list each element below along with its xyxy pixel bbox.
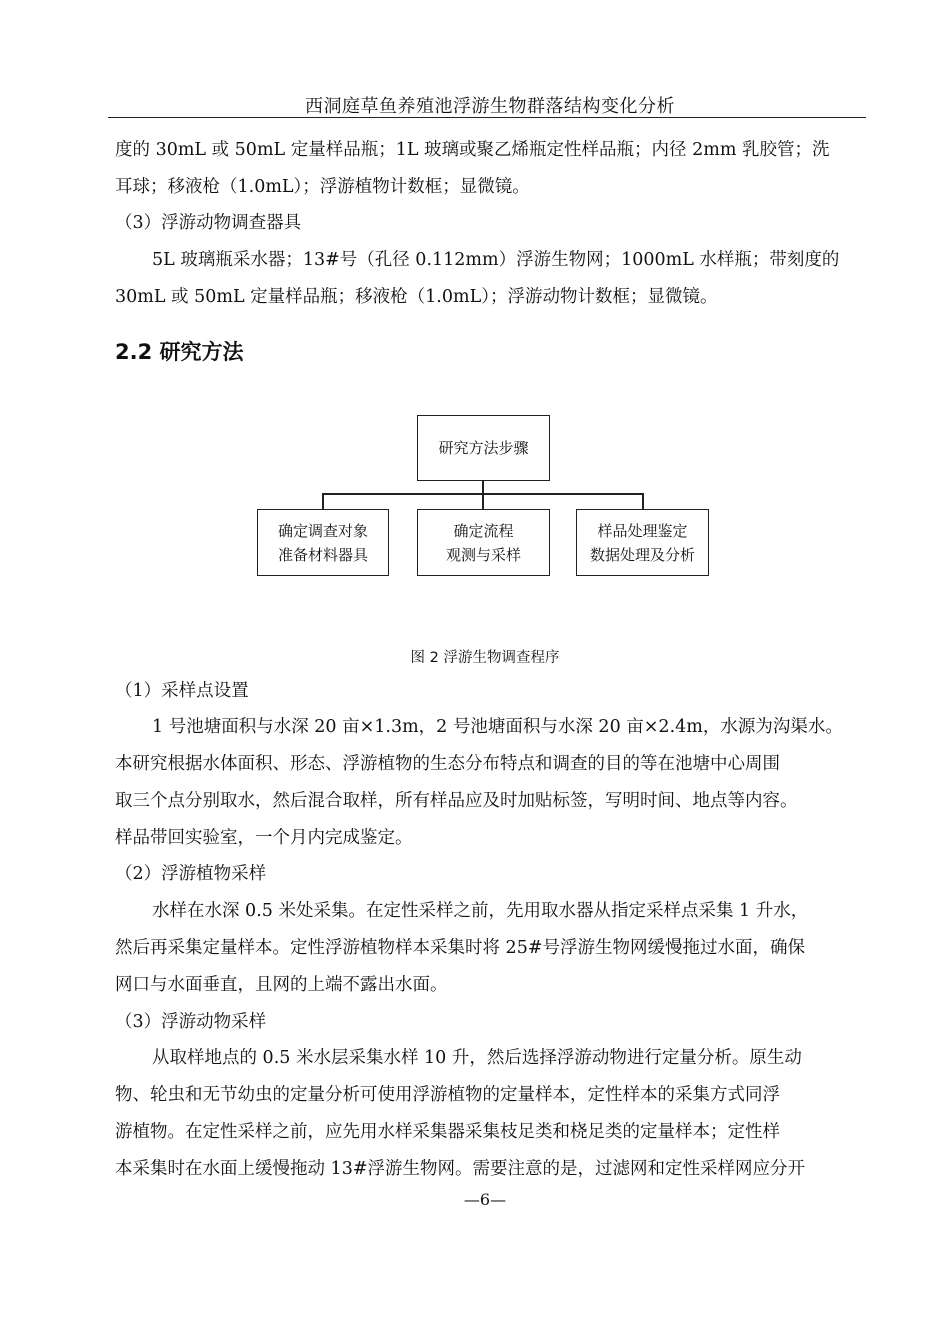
flowchart-root-label: 研究方法步骤 bbox=[438, 439, 529, 457]
zooplankton-sampling-line-4: 本采集时在水面上缓慢拖动 13#浮游生物网。需要注意的是，过滤网和定性采样网应分开 bbox=[115, 1159, 805, 1179]
flowchart-step-1-box bbox=[257, 509, 389, 576]
flowchart-step-1-line-2: 准备材料器具 bbox=[277, 545, 368, 564]
page-number: —6— bbox=[463, 1190, 507, 1209]
zooplankton-sampling-line-1: 从取样地点的 0.5 米水层采集水样 10 升，然后选择浮游动物进行定量分析。原生动 bbox=[152, 1048, 802, 1068]
intro-line-2: 耳球；移液枪（1.0mL）；浮游植物计数框；显微镜。 bbox=[115, 177, 530, 197]
zooplankton-sampling-heading: （3）浮游动物采样 bbox=[115, 1012, 267, 1032]
zooplankton-sampling-line-3: 游植物。在定性采样之前，应先用水样采集器采集枝足类和桡足类的定量样本；定性样 bbox=[115, 1122, 780, 1142]
zooplankton-tools-line-1: 5L 玻璃瓶采水器；13#号（孔径 0.112mm）浮游生物网；1000mL 水样瓶；带刻度的 bbox=[152, 250, 840, 270]
flowchart-step-3-line-1: 样品处理鉴定 bbox=[597, 521, 688, 540]
phytoplankton-sampling-line-1: 水样在水深 0.5 米处采集。在定性采样之前，先用取水器从指定采样点采集 1 升水， bbox=[152, 901, 809, 921]
flowchart-step-3-line-2: 数据处理及分析 bbox=[589, 545, 695, 564]
sampling-points-line-3: 取三个点分别取水，然后混合取样，所有样品应及时加贴标签，写明时间、地点等内容。 bbox=[115, 791, 798, 811]
flowchart-step-2-line-2: 观测与采样 bbox=[445, 545, 521, 564]
phytoplankton-sampling-heading: （2）浮游植物采样 bbox=[115, 864, 267, 884]
phytoplankton-sampling-line-2: 然后再采集定量样本。定性浮游植物样本采集时将 25#号浮游生物网缓慢拖过水面，确保 bbox=[115, 938, 805, 958]
figure-caption: 图 2 浮游生物调查程序 bbox=[410, 650, 560, 666]
header-divider bbox=[108, 117, 866, 118]
sampling-points-line-1: 1 号池塘面积与水深 20 亩×1.3m，2 号池塘面积与水深 20 亩×2.4m，水源为沟渠水。 bbox=[152, 717, 843, 737]
connector-left-drop bbox=[322, 493, 324, 510]
flowchart-step-1-line-1: 确定调查对象 bbox=[277, 521, 368, 540]
section-heading: 2.2 研究方法 bbox=[115, 340, 244, 364]
intro-line-1: 度的 30mL 或 50mL 定量样品瓶；1L 玻璃或聚乙烯瓶定性样品瓶；内径 2mm 乳胶管；洗 bbox=[115, 140, 830, 160]
flowchart-root-box bbox=[417, 415, 550, 481]
running-header-title: 西洞庭草鱼养殖池浮游生物群落结构变化分析 bbox=[305, 96, 675, 117]
phytoplankton-sampling-line-3: 网口与水面垂直，且网的上端不露出水面。 bbox=[115, 975, 448, 995]
flowchart-step-2-box bbox=[417, 509, 550, 576]
zooplankton-tools-heading: （3）浮游动物调查器具 bbox=[115, 213, 302, 233]
connector-right-drop bbox=[642, 493, 644, 510]
flowchart-step-2-line-1: 确定流程 bbox=[453, 521, 514, 540]
connector-center-drop bbox=[482, 493, 484, 510]
zooplankton-sampling-line-2: 物、轮虫和无节幼虫的定量分析可使用浮游植物的定量样本，定性样本的采集方式同浮 bbox=[115, 1085, 780, 1105]
sampling-points-heading: （1）采样点设置 bbox=[115, 681, 249, 701]
zooplankton-tools-line-2: 30mL 或 50mL 定量样品瓶；移液枪（1.0mL）；浮游动物计数框；显微镜。 bbox=[115, 287, 718, 307]
sampling-points-line-2: 本研究根据水体面积、形态、浮游植物的生态分布特点和调查的目的等在池塘中心周围 bbox=[115, 754, 780, 774]
sampling-points-line-4: 样品带回实验室，一个月内完成鉴定。 bbox=[115, 828, 413, 848]
flowchart-step-3-box bbox=[576, 509, 709, 576]
